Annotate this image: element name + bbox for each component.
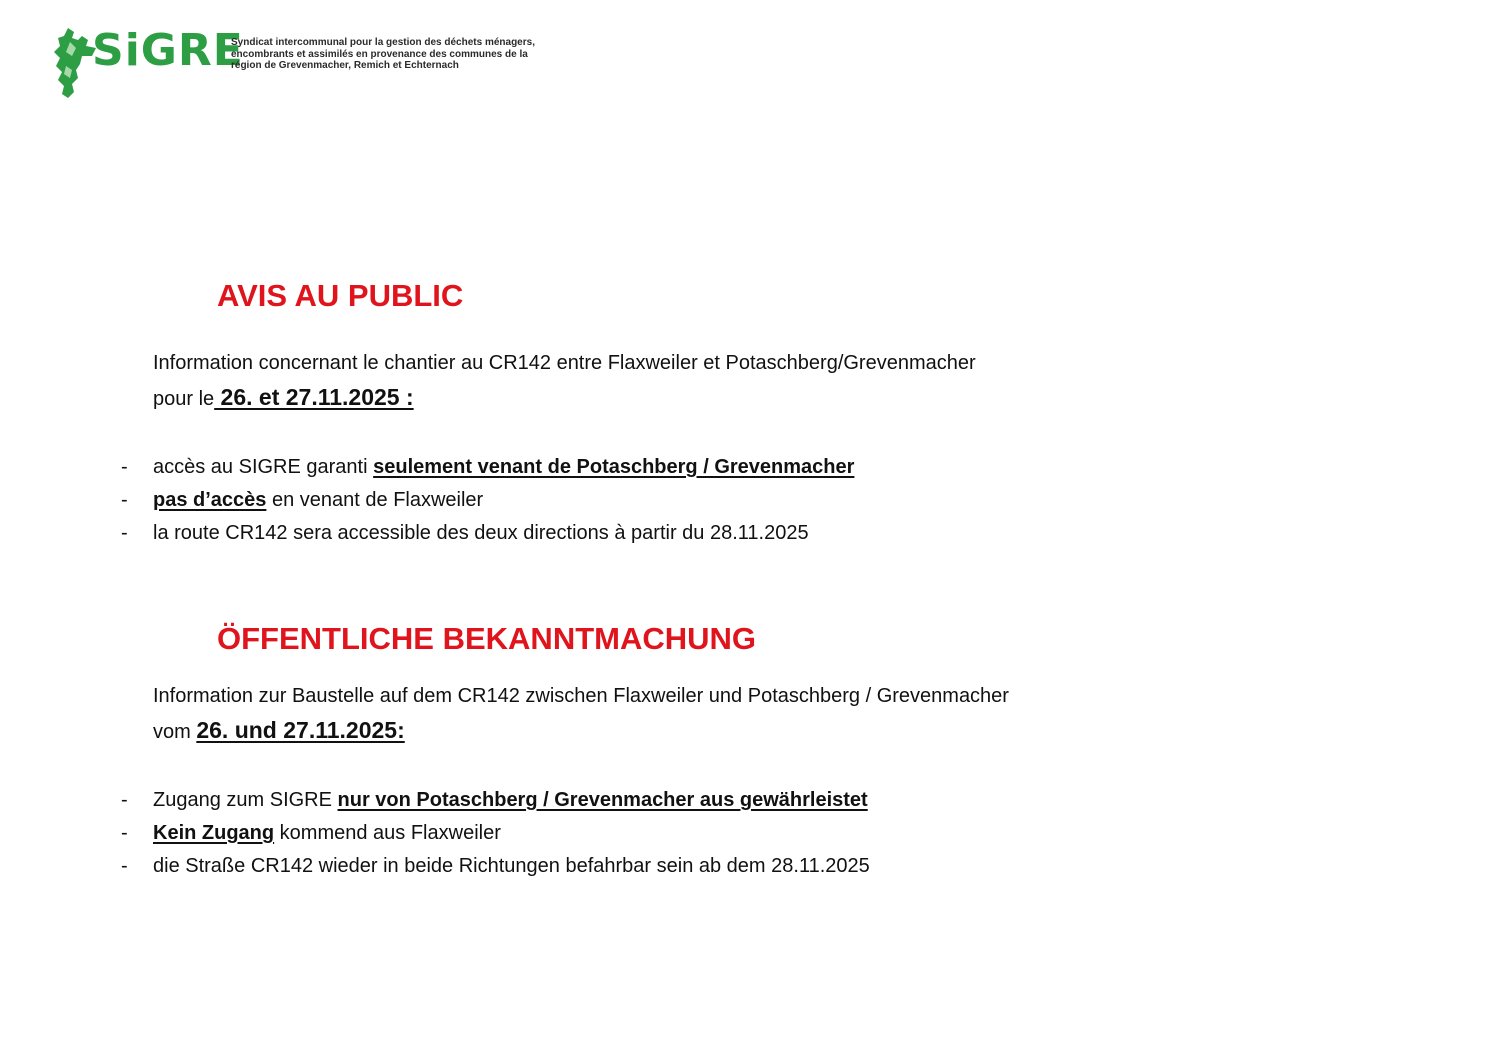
- french-bullet-2: [153, 488, 483, 512]
- german-bullet-2: [153, 821, 501, 845]
- french-intro-line: Information concernant le chantier au CR142 entre Flaxweiler et Potaschberg/Grevenmacher: [153, 352, 976, 374]
- bullet-text-post: kommend aus Flaxweiler: [274, 822, 501, 844]
- german-date-line: [153, 718, 405, 744]
- bullet-marker: -: [121, 855, 128, 877]
- bullet-text-emphasis: pas d’accès: [153, 489, 267, 511]
- bullet-text-pre: Zugang zum SIGRE: [153, 789, 338, 811]
- bullet-marker: -: [121, 489, 128, 511]
- french-date-prefix: pour le: [153, 388, 215, 410]
- german-bullet-3: [153, 854, 870, 878]
- bullet-text-emphasis: nur von Potaschberg / Grevenmacher aus gewährleistet: [337, 789, 868, 811]
- bullet-text-pre: la route CR142 sera accessible des deux directions à partir du 28.11.2025: [153, 522, 809, 544]
- french-notice-title: AVIS AU PUBLIC: [217, 278, 464, 313]
- bullet-marker: -: [121, 522, 128, 544]
- french-bullet-1: [153, 455, 854, 479]
- bullet-marker: -: [121, 789, 128, 811]
- bullet-text-pre: die Straße CR142 wieder in beide Richtungen befahrbar sein ab dem 28.11.2025: [153, 855, 870, 877]
- french-bullet-3: [153, 521, 809, 545]
- organization-description-line: Syndicat intercommunal pour la gestion des déchets ménagers,: [231, 37, 535, 48]
- bullet-text-pre: accès au SIGRE garanti: [153, 456, 374, 478]
- german-intro-line: Information zur Baustelle auf dem CR142 zwischen Flaxweiler und Potaschberg / Grevenmacher: [153, 685, 1009, 707]
- german-date: 26. und 27.11.2025:: [196, 717, 405, 743]
- organization-description-line: encombrants et assimilés en provenance des communes de la: [231, 48, 528, 60]
- french-date-line: [153, 385, 414, 411]
- organization-description: [231, 37, 551, 72]
- bullet-text-post: en venant de Flaxweiler: [266, 489, 484, 511]
- french-date: 26. et 27.11.2025 :: [214, 384, 414, 410]
- logo-wordmark: SiGRE: [92, 25, 244, 76]
- organization-description-line: région de Grevenmacher, Remich et Echternach: [231, 60, 459, 71]
- bullet-marker: -: [121, 456, 128, 478]
- bullet-text-emphasis: Kein Zugang: [153, 822, 275, 844]
- bullet-text-emphasis: seulement venant de Potaschberg / Grevenmacher: [373, 456, 855, 478]
- bullet-marker: -: [121, 822, 128, 844]
- german-notice-title: ÖFFENTLICHE BEKANNTMACHUNG: [217, 621, 757, 656]
- german-date-prefix: vom: [153, 721, 197, 743]
- german-bullet-1: [153, 788, 868, 812]
